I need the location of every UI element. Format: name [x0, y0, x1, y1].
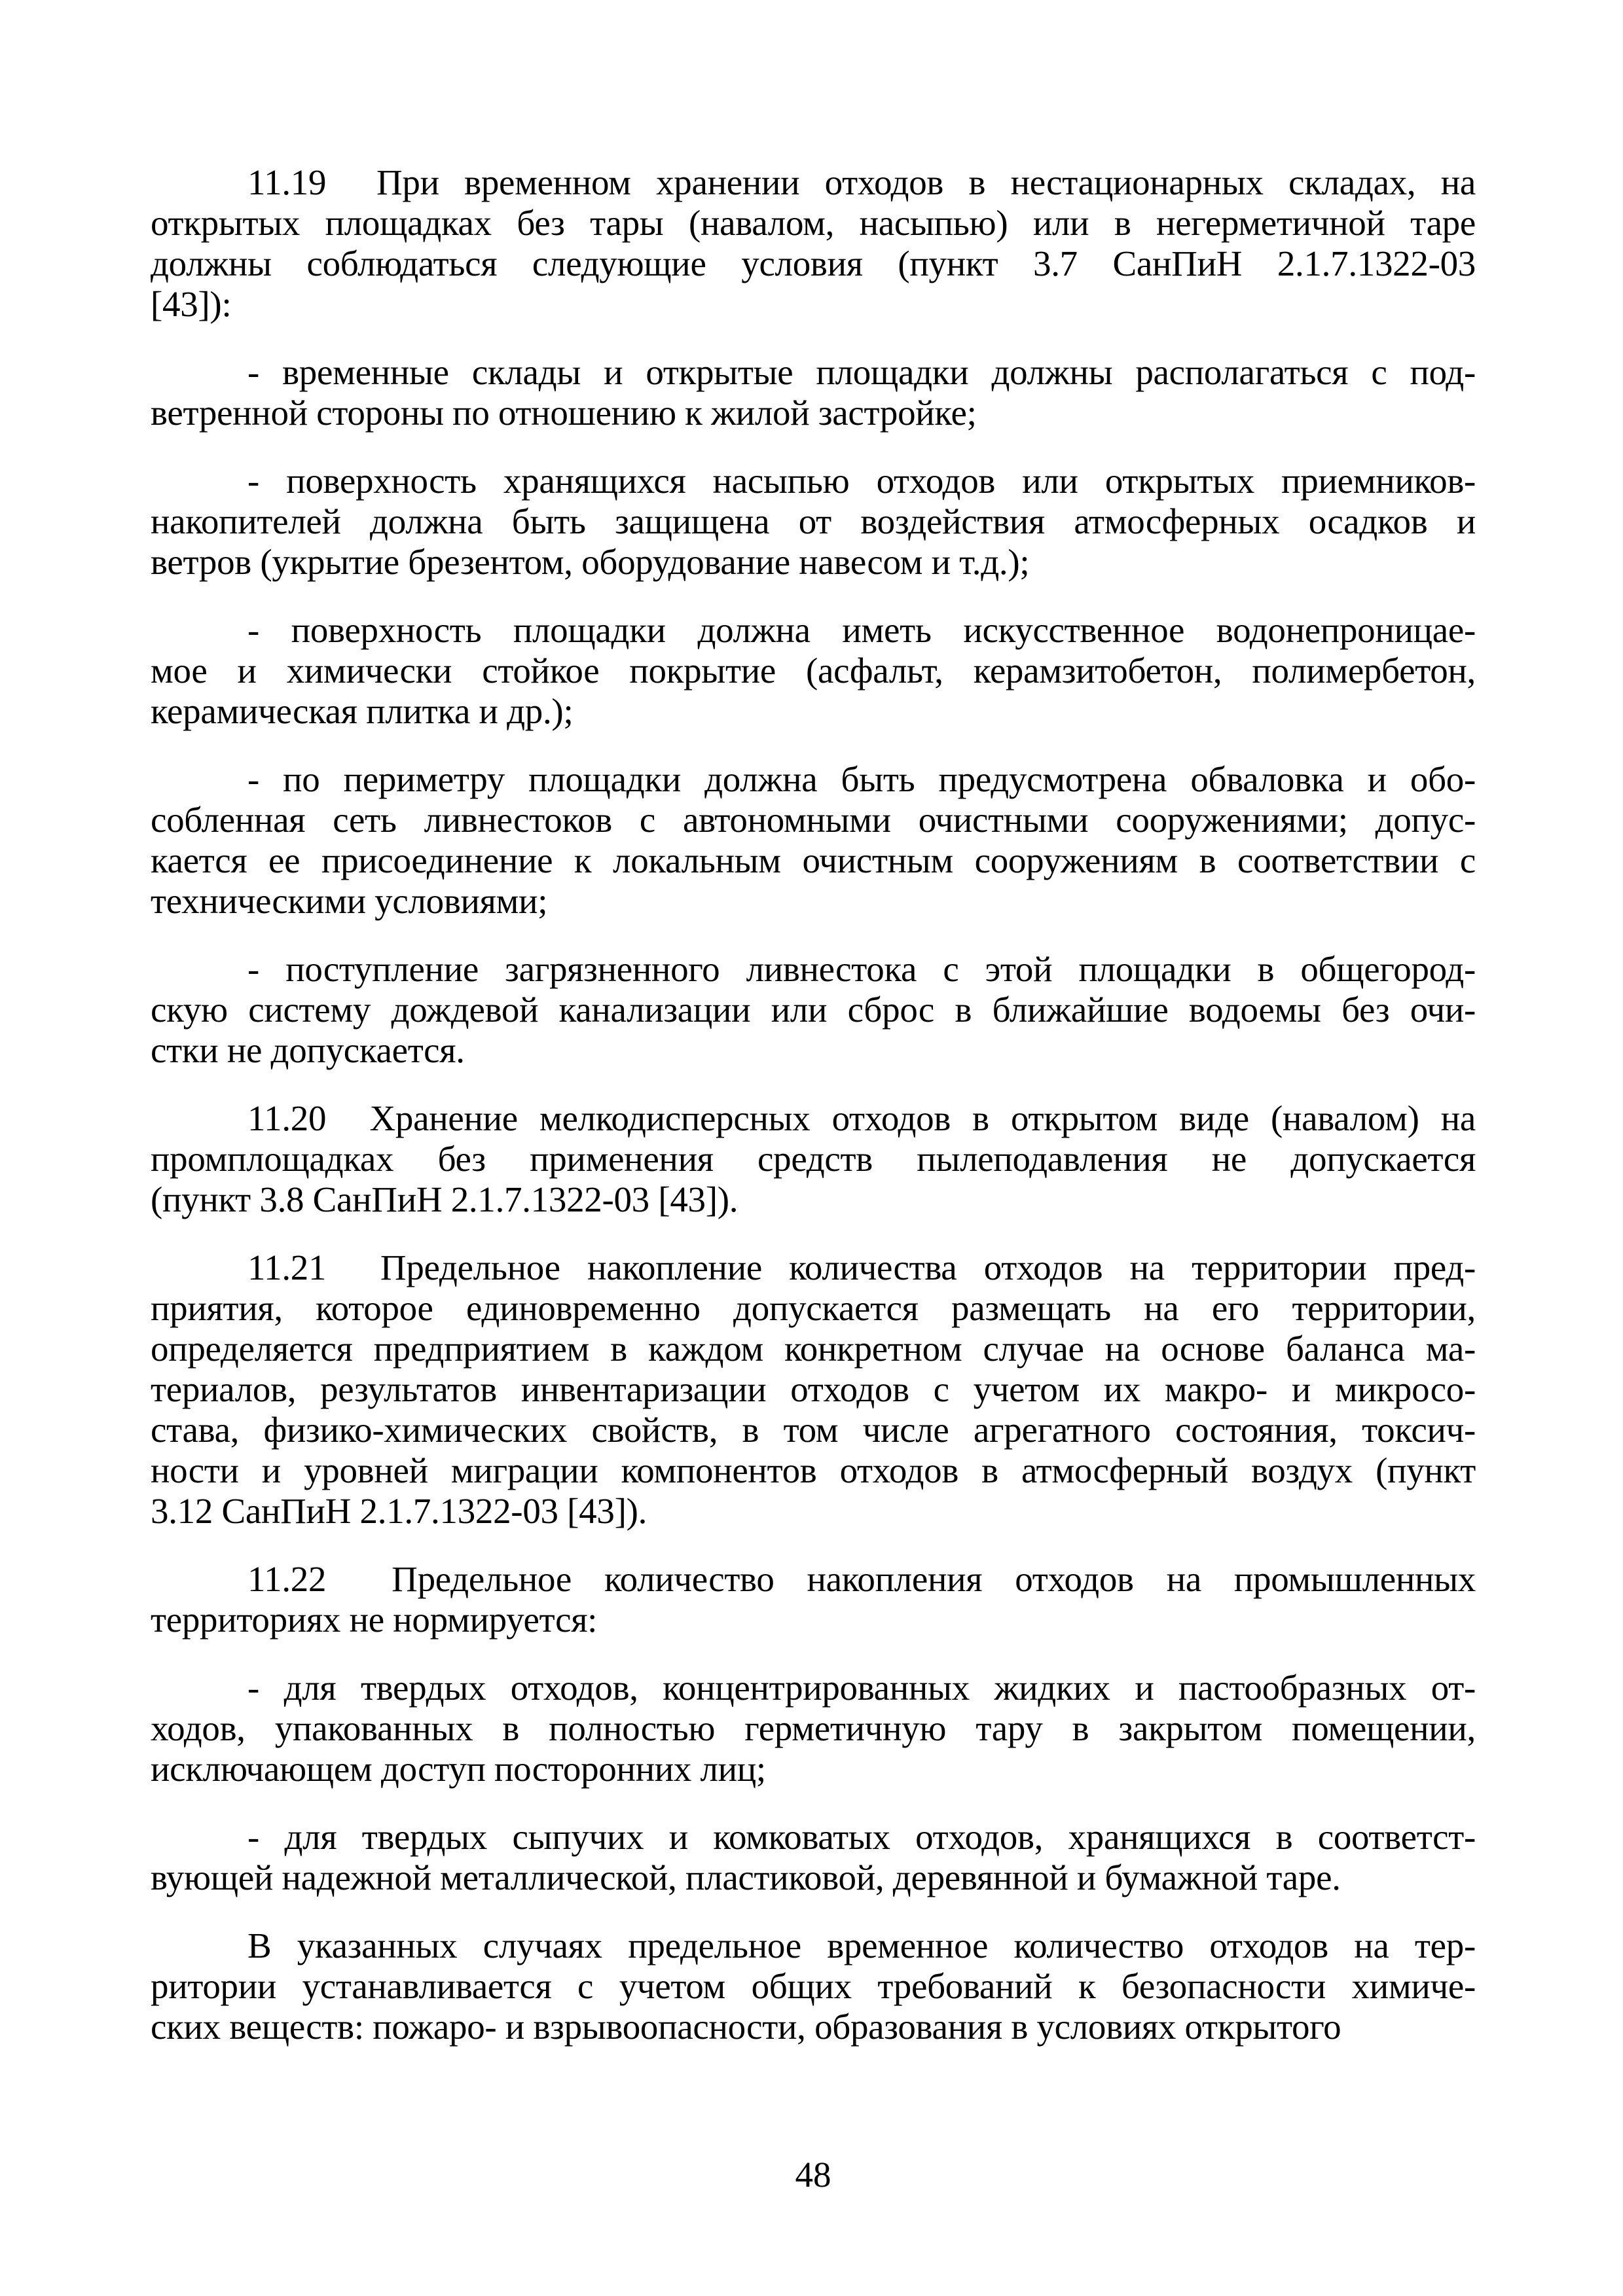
text-line: 11.20 Хранение мелкодисперсных отходов в открытом виде (навалом) на [247, 1098, 1476, 1138]
text-line: исключающем доступ посторонних лиц; [151, 1749, 766, 1789]
para-11-20 [151, 1098, 1476, 1220]
text-line: территориях не нормируется: [151, 1600, 598, 1640]
text-line: керамическая плитка и др.); [151, 691, 574, 731]
bullet-perimeter-drainage [151, 759, 1476, 922]
text-line: - поверхность площадки должна иметь искусственное водонепроницае- [247, 610, 1476, 650]
text-line: 11.19 При временном хранении отходов в нестационарных складах, на [247, 162, 1476, 202]
para-11-21 [151, 1247, 1476, 1532]
text-line: (пункт 3.8 СанПиН 2.1.7.1322-03 [43]). [151, 1179, 739, 1219]
text-line: - временные склады и открытые площадки должны располагаться с под- [247, 352, 1476, 392]
text-line: вующей надежной металлической, пластиковой, деревянной и бумажной таре. [151, 1857, 1341, 1897]
document-text [151, 162, 1476, 2047]
text-line: техническими условиями; [151, 881, 548, 921]
text-line: стки не допускается. [151, 1030, 465, 1070]
para-11-19 [151, 162, 1476, 325]
text-line: ветренной стороны по отношению к жилой застройке; [151, 393, 977, 433]
text-line: промплощадках без применения средств пылеподавления не допускается [151, 1139, 1476, 1179]
para-final-safety-requirements [151, 1926, 1476, 2047]
text-line: приятия, которое единовременно допускается размещать на его территории, [151, 1288, 1476, 1328]
para-11-22 [151, 1559, 1476, 1640]
text-line: 3.12 СанПиН 2.1.7.1322-03 [43]). [151, 1491, 647, 1531]
text-line: мое и химически стойкое покрытие (асфальт, керамзитобетон, полимербетон, [151, 651, 1476, 691]
text-line: ходов, упакованных в полностью герметичную тару в закрытом помещении, [151, 1708, 1476, 1748]
bullet-solid-liquid-pasty-waste [151, 1668, 1476, 1789]
text-line: ветров (укрытие брезентом, оборудование навесом и т.д.); [151, 542, 1030, 582]
text-line: собленная сеть ливнестоков с автономными очистными сооружениями; допус- [151, 800, 1476, 840]
text-line: должны соблюдаться следующие условия (пункт 3.7 СанПиН 2.1.7.1322-03 [151, 243, 1476, 283]
text-line: ритории устанавливается с учетом общих требований к безопасности химиче- [151, 1966, 1476, 2006]
text-line: скую систему дождевой канализации или сброс в ближайшие водоемы без очи- [151, 990, 1476, 1030]
text-line: 11.22 Предельное количество накопления отходов на промышленных [247, 1559, 1476, 1599]
text-line: В указанных случаях предельное временное количество отходов на тер- [247, 1926, 1476, 1965]
text-line: териалов, результатов инвентаризации отходов с учетом их макро- и микросо- [151, 1369, 1476, 1409]
text-line: 11.21 Предельное накопление количества отходов на территории пред- [247, 1247, 1476, 1287]
bullet-bulk-lumpy-waste [151, 1817, 1476, 1898]
text-line: - поступление загрязненного ливнестока с этой площадки в общегород- [247, 949, 1476, 989]
text-line: - по периметру площадки должна быть предусмотрена обваловка и обо- [247, 759, 1476, 799]
bullet-temporary-warehouses [151, 352, 1476, 433]
text-line: определяется предприятием в каждом конкретном случае на основе баланса ма- [151, 1329, 1476, 1369]
bullet-stormwater-prohibition [151, 949, 1476, 1071]
bullet-surface-protection [151, 461, 1476, 583]
text-line: накопителей должна быть защищена от воздействия атмосферных осадков и [151, 501, 1476, 541]
bullet-waterproof-coating [151, 610, 1476, 732]
text-line: - для твердых сыпучих и комковатых отходов, хранящихся в соответст- [247, 1817, 1476, 1857]
text-line: - для твердых отходов, концентрированных жидких и пастообразных от- [247, 1668, 1476, 1708]
text-line: става, физико-химических свойств, в том числе агрегатного состояния, токсич- [151, 1410, 1476, 1450]
text-line: ских веществ: пожаро- и взрывоопасности, образования в условиях открытого [151, 2007, 1341, 2047]
text-line: [43]): [151, 284, 232, 324]
text-line: кается ее присоединение к локальным очистным сооружениям в соответствии с [151, 840, 1476, 880]
text-line: открытых площадках без тары (навалом, насыпью) или в негерметичной таре [151, 203, 1476, 243]
text-line: ности и уровней миграции компонентов отходов в атмосферный воздух (пункт [151, 1450, 1476, 1490]
page-number: 48 [795, 2155, 831, 2195]
text-line: - поверхность хранящихся насыпью отходов или открытых приемников- [247, 461, 1476, 501]
